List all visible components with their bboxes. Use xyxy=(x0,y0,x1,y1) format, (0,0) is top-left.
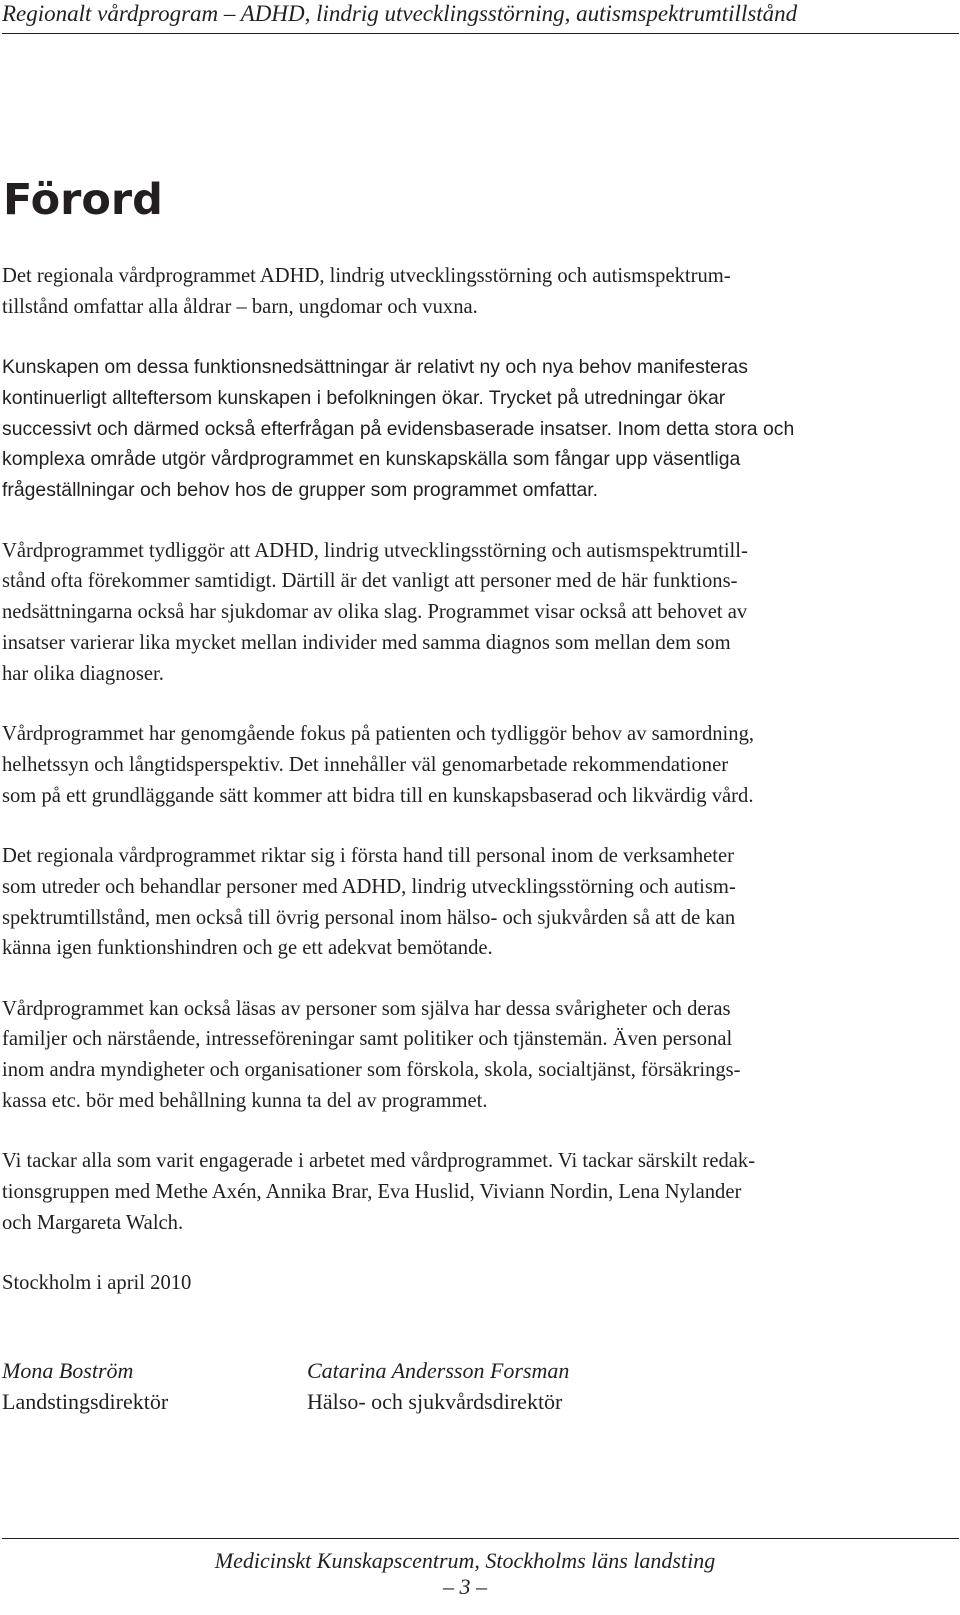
text-line: Kunskapen om dessa funktionsnedsättningar är relativt ny och nya behov manifesteras xyxy=(2,356,748,379)
signatory-name: Catarina Andersson Forsman xyxy=(307,1358,570,1383)
text-line: som utreder och behandlar personer med ADHD, lindrig utvecklingsstörning och autism- xyxy=(2,875,736,898)
text-line: Vårdprogrammet har genomgående fokus på patienten och tydliggör behov av samordning, xyxy=(2,723,755,746)
place-date xyxy=(2,1268,959,1299)
text-line: nedsättningarna också har sjukdomar av olika slag. Programmet visar också att behovet av xyxy=(2,601,748,624)
text-line: inom andra myndigheter och organisationer som förskola, skola, socialtjänst, försäkrings- xyxy=(2,1059,741,1082)
text-line: kontinuerligt allteftersom kunskapen i befolkningen ökar. Trycket på utredningar ökar xyxy=(2,386,726,409)
text-line: och Margareta Walch. xyxy=(2,1211,184,1234)
header-divider xyxy=(2,33,959,34)
text-line: kassa etc. bör med behållning kunna ta del av programmet. xyxy=(2,1090,488,1113)
text-line: som på ett grundläggande sätt kommer att bidra till en kunskapsbaserad och likvärdig vård. xyxy=(2,784,754,807)
text-line: Vi tackar alla som varit engagerade i arbetet med vårdprogrammet. Vi tackar särskilt redak- xyxy=(2,1150,756,1173)
paragraph-knowledge xyxy=(2,352,959,506)
footer-divider xyxy=(2,1538,959,1539)
text-line: spektrumtillstånd, men också till övrig personal inom hälso- och sjukvården så att de kan xyxy=(2,906,736,929)
text-line: komplexa område utgör vårdprogrammet en kunskapskälla som fångar upp väsentliga xyxy=(2,448,741,471)
text-line: tillstånd omfattar alla åldrar – barn, ungdomar och vuxna. xyxy=(2,295,478,318)
text-line: familjer och närstående, intresseföreningar samt politiker och tjänstemän. Även personal xyxy=(2,1028,733,1051)
paragraph-thanks xyxy=(2,1146,959,1238)
text-line: insatser varierar lika mycket mellan individer med samma diagnos som mellan dem som xyxy=(2,631,731,654)
page-title: Förord xyxy=(3,175,163,225)
text-line: helhetssyn och långtidsperspektiv. Det innehåller väl genomarbetade rekommendationer xyxy=(2,753,729,776)
text-line: har olika diagnoser. xyxy=(2,662,164,685)
text-line: frågeställningar och behov hos de grupper som programmet omfattar. xyxy=(2,479,599,502)
page-number: – 3 – xyxy=(443,1574,487,1599)
text-line: stånd ofta förekommer samtidigt. Därtill är det vanligt att personer med de här funktions- xyxy=(2,570,738,593)
text-line: Det regionala vårdprogrammet ADHD, lindrig utvecklingsstörning och autismspektrum- xyxy=(2,265,731,287)
text-line: Det regionala vårdprogrammet riktar sig i första hand till personal inom de verksamheter xyxy=(2,844,734,867)
signatory-name: Mona Boström xyxy=(2,1358,134,1383)
text-line: Vårdprogrammet kan också läsas av personer som själva har dessa svårigheter och deras xyxy=(2,997,731,1020)
paragraph-comorbidity xyxy=(2,536,959,690)
text-line: tionsgruppen med Methe Axén, Annika Brar, Eva Huslid, Viviann Nordin, Lena Nylander xyxy=(2,1181,742,1204)
footer-organization: Medicinskt Kunskapscentrum, Stockholms läns landsting xyxy=(214,1548,716,1573)
signature-right xyxy=(307,1355,569,1417)
text-line: successivt och därmed också efterfrågan på evidensbaserade insatser. Inom detta stora och xyxy=(2,417,795,440)
text-line: Stockholm i april 2010 xyxy=(2,1272,192,1295)
signatory-role: Landstingsdirektör xyxy=(2,1389,169,1414)
paragraph-focus xyxy=(2,719,959,811)
signature-left xyxy=(2,1355,168,1417)
text-line: Vårdprogrammet tydliggör att ADHD, lindrig utvecklingsstörning och autismspektrumtill- xyxy=(2,539,748,562)
paragraph-intro xyxy=(2,261,959,323)
body-text xyxy=(2,261,959,1329)
text-line: känna igen funktionshindren och ge ett adekvat bemötande. xyxy=(2,937,493,960)
running-header: Regionalt vårdprogram – ADHD, lindrig utvecklingsstörning, autismspektrumtillstånd xyxy=(2,1,798,26)
paragraph-audience xyxy=(2,841,959,964)
paragraph-readers xyxy=(2,994,959,1117)
signatory-role: Hälso- och sjukvårdsdirektör xyxy=(307,1389,563,1414)
